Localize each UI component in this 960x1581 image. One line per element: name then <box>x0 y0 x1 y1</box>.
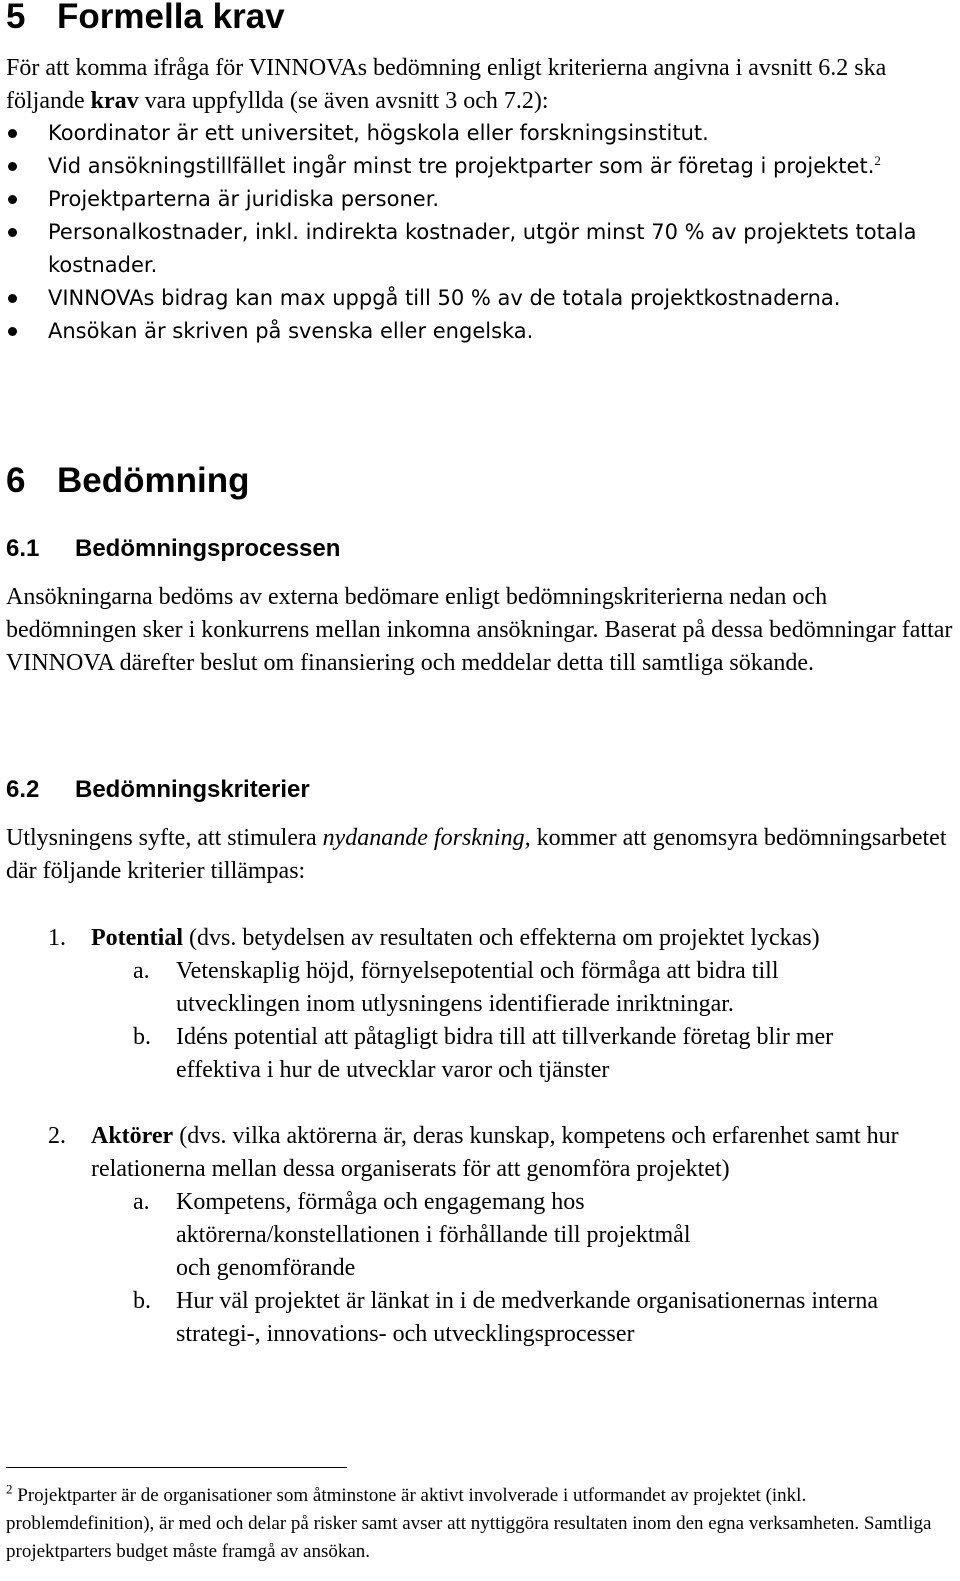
criterion-item: 1. Potential (dvs. betydelsen av resultaten och effekterna om projektet lyckas) a. Vetenskaplig höjd, förnyelsepotential och förmåga att bidra till utvecklingen inom utlysningens identifierade inriktningar. b. Idéns potential att påtagligt bidra till att tillverkande företag blir mer effektiva i hur de utvecklar varor och tjänster <box>6 922 954 1087</box>
criterion-number: 1. <box>48 925 66 951</box>
footnote <box>6 1482 954 1566</box>
section-number: 5 <box>6 0 26 36</box>
assessment-process-text: Ansökningarna bedöms av externa bedömare enligt bedömningskriterierna nedan och bedömningen sker i konkurrens mellan inkomna ansökningar. Baserat på dessa bedömningar fattar VINNOVA därefter beslut om finansiering och meddelar detta till samtliga sökande. <box>6 584 953 676</box>
criterion-item: 2. Aktörer (dvs. vilka aktörerna är, deras kunskap, kompetens och erfarenhet samt hur relationerna mellan dessa organiserats för att genomföra projektet) a. Kompetens, förmåga och engagemang hos aktörerna/konstellationen i förhållande till projektmål och genomförande b. Hur väl projektet är länkat in i de medverkande organisationernas interna strategi-, innovations- och utvecklingsprocesser <box>6 1120 960 1351</box>
list-item: VINNOVAs bidrag kan max uppgå till 50 % av de totala projektkostnaderna. <box>6 282 954 315</box>
bullet-icon <box>8 228 17 237</box>
sub-criterion: b. Idéns potential att påtagligt bidra till att tillverkande företag blir mer effektiva i hur de utvecklar varor och tjänster <box>133 1024 834 1083</box>
criterion-name: Aktörer <box>91 1123 174 1149</box>
bullet-icon <box>8 195 17 204</box>
bullet-icon <box>8 327 17 336</box>
italic-emphasis: nydanande forskning, <box>322 825 531 851</box>
bullet-icon <box>8 162 17 171</box>
sub-criterion: b. Hur väl projektet är länkat in i de medverkande organisationernas interna strategi-, innovations- och utvecklingsprocesser <box>133 1288 878 1347</box>
criterion-name: Potential <box>91 925 183 951</box>
subsection-title: Bedömningskriterier <box>75 776 310 803</box>
list-item: Projektparterna är juridiska personer. <box>6 183 954 216</box>
section-title: Bedömning <box>57 461 250 500</box>
section-number: 6 <box>6 461 26 500</box>
criterion-number: 2. <box>48 1123 66 1149</box>
criteria-intro: Utlysningens syfte, att stimulera nydanande forskning, kommer att genomsyra bedömningsarbetet där följande kriterier tillämpas: <box>6 825 947 884</box>
section-title: Formella krav <box>57 0 285 36</box>
list-item: Ansökan är skriven på svenska eller engelska. <box>6 315 954 348</box>
subsection-number: 6.2 <box>6 776 40 803</box>
section-6-1-heading <box>6 534 340 564</box>
footnote-separator <box>6 1467 347 1468</box>
sub-criterion: a. Vetenskaplig höjd, förnyelsepotential och förmåga att bidra till utvecklingen inom utlysningens identifierade inriktningar. <box>133 958 779 1017</box>
section-6-heading <box>6 462 249 500</box>
criteria-list <box>6 922 954 1351</box>
section-5-intro: För att komma ifråga för VINNOVAs bedömning enligt kriterierna angivna i avsnitt 6.2 ska följande krav vara uppfyllda (se även avsnitt 3 och 7.2): <box>6 55 887 114</box>
list-item: Koordinator är ett universitet, högskola eller forskningsinstitut. <box>6 117 954 150</box>
footnote-reference[interactable]: 2 <box>874 153 881 168</box>
footnote-text: Projektparter är de organisationer som åtminstone är aktivt involverade i utformandet av projektet (inkl. problemdefinition), är med och delar på risker samt avser att nyttiggöra resultaten inom den egna verksamheten. Samtliga projektparters budget måste framgå av ansökan. <box>6 1485 932 1562</box>
bullet-icon <box>8 294 17 303</box>
list-item: Personalkostnader, inkl. indirekta kostnader, utgör minst 70 % av projektets totala kostnader. <box>6 216 954 282</box>
section-5-heading <box>6 0 285 36</box>
subsection-number: 6.1 <box>6 535 40 562</box>
krav-emphasis: krav <box>90 88 139 114</box>
sub-criterion: a. Kompetens, förmåga och engagemang hos aktörerna/konstellationen i förhållande till projektmål och genomförande <box>133 1189 691 1281</box>
list-item: Vid ansökningstillfället ingår minst tre projektparter som är företag i projektet.$^2$ <box>6 150 954 183</box>
footnote-mark: 2 <box>6 1481 13 1497</box>
requirements-list <box>6 117 954 348</box>
subsection-title: Bedömningsprocessen <box>75 535 341 562</box>
section-6-2-heading <box>6 775 310 805</box>
bullet-icon <box>8 129 17 138</box>
